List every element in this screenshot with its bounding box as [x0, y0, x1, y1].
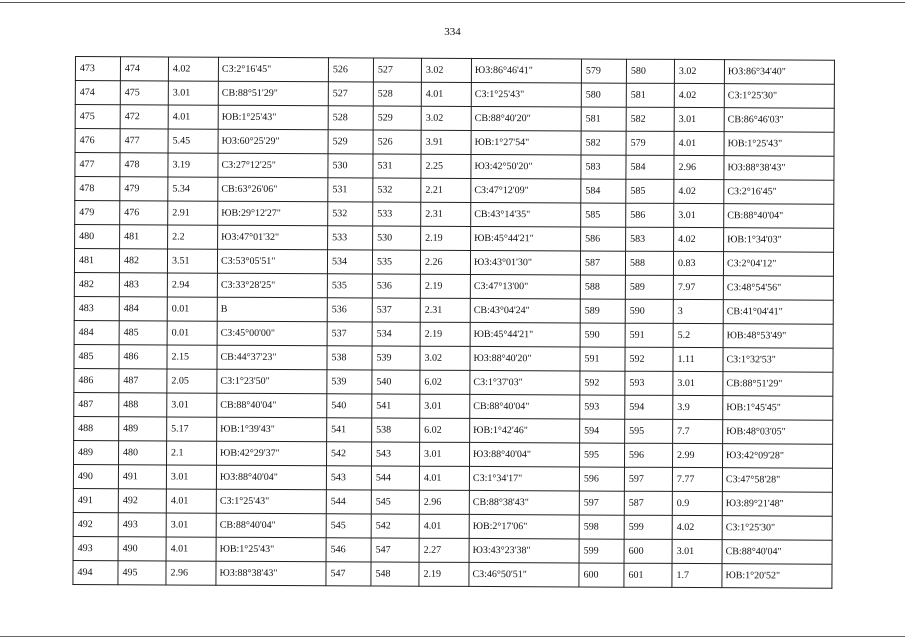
distance-cell: 4.02 [674, 179, 724, 203]
from-point-cell: 600 [579, 563, 624, 587]
bearing-cell: СВ:88°38'43" [469, 490, 579, 515]
from-point-cell: 547 [326, 562, 371, 586]
bearing-cell: СВ:88°40'04" [724, 204, 834, 229]
distance-cell: 2.1 [167, 441, 217, 465]
to-point-cell: 590 [625, 299, 673, 323]
bearing-cell: ЮЗ:88°40'20" [470, 346, 580, 371]
distance-cell: 2.2 [168, 225, 218, 249]
from-point-cell: 483 [74, 296, 119, 320]
from-point-cell: 481 [74, 249, 119, 273]
table-row [75, 81, 834, 109]
bearing-cell: СЗ:1°32'53" [723, 348, 833, 373]
distance-cell: 4.02 [674, 83, 724, 107]
table-row [74, 249, 833, 277]
distance-cell: 2.96 [419, 490, 469, 514]
table-row [73, 488, 832, 516]
to-point-cell: 544 [371, 466, 419, 490]
to-point-cell: 600 [624, 539, 672, 563]
bearing-cell: ЮВ:48°03'05" [723, 420, 833, 445]
from-point-cell: 545 [326, 514, 371, 538]
bearing-cell: СВ:44°37'23" [217, 345, 327, 370]
from-point-cell: 594 [580, 419, 625, 443]
to-point-cell: 542 [371, 514, 419, 538]
bearing-cell: ЮВ:1°39'43" [217, 417, 327, 442]
distance-cell: 4.01 [419, 514, 469, 538]
bearing-cell: СЗ:2°04'12" [723, 252, 833, 277]
to-point-cell: 482 [119, 249, 167, 273]
bearing-cell: ЮЗ:42°09'28" [722, 444, 832, 469]
bearing-cell: ЮЗ:42°50'20" [471, 154, 581, 179]
distance-cell: 7.7 [673, 419, 723, 443]
bearing-cell: ЮЗ:88°38'43" [216, 561, 326, 586]
page-number: 334 [444, 26, 461, 38]
distance-cell: 2.15 [167, 345, 217, 369]
to-point-cell: 484 [119, 297, 167, 321]
from-point-cell: 493 [73, 536, 118, 560]
to-point-cell: 579 [626, 131, 674, 155]
distance-cell: 3.01 [672, 539, 722, 563]
table-row [74, 440, 833, 468]
distance-cell: 2.19 [420, 274, 470, 298]
to-point-cell: 476 [120, 201, 168, 225]
distance-cell: 3.02 [421, 106, 471, 130]
distance-cell: 2.99 [672, 443, 722, 467]
bearing-cell: ЮВ:29°12'27" [218, 201, 328, 226]
from-point-cell: 536 [327, 298, 372, 322]
bearing-cell: СВ:86°46'03" [724, 108, 834, 133]
bearing-cell: ЮЗ:89°21'48" [722, 492, 832, 517]
to-point-cell: 530 [373, 226, 421, 250]
to-point-cell: 538 [372, 418, 420, 442]
distance-cell: 0.01 [167, 297, 217, 321]
to-point-cell: 582 [626, 107, 674, 131]
bearing-cell: СЗ:1°25'43" [471, 82, 581, 107]
bearing-cell: СЗ:47°12'09" [471, 178, 581, 203]
to-point-cell: 541 [372, 394, 420, 418]
bearing-cell: СЗ:33°28'25" [217, 273, 327, 298]
to-point-cell: 474 [120, 57, 168, 81]
bearing-cell: СВ:88°40'20" [471, 106, 581, 131]
from-point-cell: 491 [73, 488, 118, 512]
bearing-cell: СВ:88°40'04" [470, 394, 580, 419]
distance-cell: 3.01 [168, 81, 218, 105]
to-point-cell: 478 [120, 153, 168, 177]
to-point-cell: 489 [119, 417, 167, 441]
from-point-cell: 476 [75, 129, 120, 153]
from-point-cell: 533 [328, 226, 373, 250]
bearing-cell: СЗ:1°34'17" [469, 466, 579, 491]
distance-cell: 2.19 [419, 562, 469, 586]
to-point-cell: 527 [373, 58, 421, 82]
to-point-cell: 472 [120, 105, 168, 129]
distance-cell: 3.01 [673, 371, 723, 395]
to-point-cell: 480 [119, 441, 167, 465]
table-row [75, 225, 834, 253]
from-point-cell: 589 [580, 299, 625, 323]
to-point-cell: 601 [624, 563, 672, 587]
bearing-cell: СЗ:47°13'00" [470, 274, 580, 299]
distance-cell: 3.02 [421, 58, 471, 82]
bearing-cell: СЗ:1°37'03" [470, 370, 580, 395]
to-point-cell: 492 [118, 489, 166, 513]
bearing-cell: ЮВ:1°42'46" [470, 418, 580, 443]
from-point-cell: 485 [74, 344, 119, 368]
to-point-cell: 532 [373, 178, 421, 202]
from-point-cell: 591 [580, 347, 625, 371]
bearing-cell: ЮВ:1°25'43" [724, 132, 834, 157]
table-row [73, 536, 832, 564]
to-point-cell: 529 [373, 106, 421, 130]
from-point-cell: 526 [328, 58, 373, 82]
distance-cell: 3.91 [421, 130, 471, 154]
coordinates-table-container [72, 56, 823, 595]
from-point-cell: 579 [581, 59, 626, 83]
from-point-cell: 542 [327, 442, 372, 466]
distance-cell: 7.77 [672, 467, 722, 491]
from-point-cell: 535 [327, 274, 372, 298]
table-row [75, 177, 834, 205]
distance-cell: 4.02 [674, 227, 724, 251]
bottom-scan-edge [0, 636, 905, 637]
bearing-cell: ЮЗ:43°23'38" [469, 538, 579, 563]
from-point-cell: 492 [73, 512, 118, 536]
bearing-cell: СЗ:46°50'51" [469, 562, 579, 587]
bearing-cell: СЗ:45°00'00" [217, 321, 327, 346]
to-point-cell: 475 [120, 81, 168, 105]
from-point-cell: 590 [580, 323, 625, 347]
bearing-cell: ЮВ:45°44'21" [471, 226, 581, 251]
from-point-cell: 541 [327, 418, 372, 442]
distance-cell: 2.94 [167, 273, 217, 297]
from-point-cell: 486 [74, 368, 119, 392]
table-row [73, 464, 832, 492]
bearing-cell: ЮВ:1°34'03" [724, 228, 834, 253]
distance-cell: 0.9 [672, 491, 722, 515]
to-point-cell: 592 [625, 347, 673, 371]
bearing-cell: ЮВ:1°45'45" [723, 396, 833, 421]
distance-cell: 2.26 [420, 250, 470, 274]
table-row [75, 201, 834, 229]
from-point-cell: 537 [327, 322, 372, 346]
from-point-cell: 593 [580, 395, 625, 419]
bearing-cell: ЮВ:45°44'21" [470, 322, 580, 347]
from-point-cell: 527 [328, 82, 373, 106]
to-point-cell: 495 [118, 561, 166, 585]
distance-cell: 4.01 [166, 537, 216, 561]
to-point-cell: 481 [120, 225, 168, 249]
to-point-cell: 548 [371, 562, 419, 586]
distance-cell: 2.96 [166, 561, 216, 585]
to-point-cell: 531 [373, 154, 421, 178]
from-point-cell: 595 [579, 443, 624, 467]
to-point-cell: 539 [372, 346, 420, 370]
from-point-cell: 479 [75, 201, 120, 225]
from-point-cell: 532 [328, 202, 373, 226]
distance-cell: 2.31 [420, 298, 470, 322]
to-point-cell: 583 [626, 227, 674, 251]
bearing-cell: СВ:43°14'35" [471, 202, 581, 227]
to-point-cell: 547 [371, 538, 419, 562]
to-point-cell: 491 [118, 465, 166, 489]
from-point-cell: 474 [75, 81, 120, 105]
to-point-cell: 488 [119, 393, 167, 417]
table-row [74, 296, 833, 324]
from-point-cell: 477 [75, 153, 120, 177]
table-row [75, 57, 834, 85]
to-point-cell: 599 [624, 515, 672, 539]
distance-cell: 4.01 [419, 466, 469, 490]
distance-cell: 3.01 [167, 393, 217, 417]
to-point-cell: 581 [626, 83, 674, 107]
distance-cell: 2.19 [420, 322, 470, 346]
bearing-cell: ЮЗ:43°01'30" [470, 250, 580, 275]
from-point-cell: 534 [327, 250, 372, 274]
from-point-cell: 494 [73, 560, 118, 584]
to-point-cell: 597 [624, 467, 672, 491]
distance-cell: 3.19 [168, 153, 218, 177]
to-point-cell: 580 [626, 59, 674, 83]
from-point-cell: 583 [581, 155, 626, 179]
bearing-cell: СЗ:1°23'50" [217, 369, 327, 394]
bearing-cell: СЗ:48°54'56" [723, 276, 833, 301]
from-point-cell: 540 [327, 394, 372, 418]
distance-cell: 2.21 [421, 178, 471, 202]
bearing-cell: ЮЗ:86°46'41" [471, 58, 581, 83]
table-row [73, 560, 832, 588]
distance-cell: 5.2 [673, 323, 723, 347]
table-row [74, 392, 833, 420]
from-point-cell: 598 [579, 515, 624, 539]
bearing-cell: СЗ:1°25'43" [216, 489, 326, 514]
to-point-cell: 537 [372, 298, 420, 322]
from-point-cell: 487 [74, 392, 119, 416]
bearing-cell: ЮЗ:88°38'43" [724, 156, 834, 181]
bearing-cell: СЗ:2°16'45" [724, 180, 834, 205]
bearing-cell: СВ:41°04'41" [723, 300, 833, 325]
distance-cell: 3.02 [674, 59, 724, 83]
bearing-cell: СВ:63°26'06" [218, 177, 328, 202]
distance-cell: 4.01 [168, 105, 218, 129]
to-point-cell: 526 [373, 130, 421, 154]
bearing-cell: СЗ:1°25'30" [724, 84, 834, 109]
bearing-cell: ЮЗ:88°40'04" [216, 465, 326, 490]
bearing-cell: СВ:88°51'29" [218, 81, 328, 106]
distance-cell: 3 [673, 299, 723, 323]
from-point-cell: 531 [328, 178, 373, 202]
distance-cell: 2.19 [421, 226, 471, 250]
distance-cell: 5.45 [168, 129, 218, 153]
table-row [75, 153, 834, 181]
distance-cell: 2.96 [674, 155, 724, 179]
from-point-cell: 473 [75, 57, 120, 81]
to-point-cell: 486 [119, 345, 167, 369]
top-scan-edge [0, 2, 905, 3]
from-point-cell: 592 [580, 371, 625, 395]
distance-cell: 5.17 [167, 417, 217, 441]
distance-cell: 0.01 [167, 321, 217, 345]
distance-cell: 3.01 [674, 203, 724, 227]
bearing-cell: ЮЗ:60°25'29" [218, 129, 328, 154]
distance-cell: 2.05 [167, 369, 217, 393]
distance-cell: 3.02 [420, 346, 470, 370]
to-point-cell: 584 [626, 155, 674, 179]
distance-cell: 4.01 [674, 131, 724, 155]
distance-cell: 7.97 [673, 275, 723, 299]
from-point-cell: 580 [581, 83, 626, 107]
to-point-cell: 534 [372, 322, 420, 346]
from-point-cell: 544 [326, 490, 371, 514]
from-point-cell: 582 [581, 131, 626, 155]
table-row [75, 105, 834, 133]
to-point-cell: 535 [372, 250, 420, 274]
from-point-cell: 480 [75, 225, 120, 249]
from-point-cell: 599 [579, 539, 624, 563]
to-point-cell: 483 [119, 273, 167, 297]
table-row [74, 416, 833, 444]
bearing-cell: ЮВ:1°25'43" [216, 537, 326, 562]
to-point-cell: 586 [626, 203, 674, 227]
to-point-cell: 536 [372, 274, 420, 298]
to-point-cell: 545 [371, 490, 419, 514]
to-point-cell: 589 [625, 275, 673, 299]
from-point-cell: 586 [581, 227, 626, 251]
bearing-cell: СВ:88°51'29" [723, 372, 833, 397]
distance-cell: 4.01 [421, 82, 471, 106]
from-point-cell: 478 [75, 177, 120, 201]
from-point-cell: 489 [74, 440, 119, 464]
from-point-cell: 484 [74, 320, 119, 344]
bearing-cell: СВ:43°04'24" [470, 298, 580, 323]
distance-cell: 3.01 [419, 442, 469, 466]
to-point-cell: 543 [372, 442, 420, 466]
distance-cell: 4.01 [166, 489, 216, 513]
distance-cell: 3.51 [167, 249, 217, 273]
bearing-cell: ЮВ:2°17'06" [469, 514, 579, 539]
to-point-cell: 595 [625, 419, 673, 443]
bearing-cell: ЮЗ:86°34'40" [724, 60, 834, 85]
to-point-cell: 490 [118, 537, 166, 561]
bearing-cell: ЮВ:42°29'37" [217, 441, 327, 466]
distance-cell: 2.27 [419, 538, 469, 562]
from-point-cell: 597 [579, 491, 624, 515]
distance-cell: 6.02 [420, 370, 470, 394]
to-point-cell: 585 [626, 179, 674, 203]
from-point-cell: 530 [328, 154, 373, 178]
from-point-cell: 482 [74, 272, 119, 296]
distance-cell: 5.34 [168, 177, 218, 201]
to-point-cell: 540 [372, 370, 420, 394]
to-point-cell: 587 [624, 491, 672, 515]
to-point-cell: 596 [624, 443, 672, 467]
coordinates-table [72, 56, 835, 589]
distance-cell: 4.02 [168, 57, 218, 81]
bearing-cell: СЗ:27°12'25" [218, 153, 328, 178]
to-point-cell: 479 [120, 177, 168, 201]
to-point-cell: 588 [625, 251, 673, 275]
from-point-cell: 581 [581, 107, 626, 131]
bearing-cell: ЮВ:48°53'49" [723, 324, 833, 349]
table-row [73, 512, 832, 540]
distance-cell: 2.91 [168, 201, 218, 225]
distance-cell: 4.02 [672, 515, 722, 539]
distance-cell: 3.01 [166, 513, 216, 537]
from-point-cell: 588 [580, 275, 625, 299]
table-row [75, 129, 834, 157]
table-row [74, 368, 833, 396]
to-point-cell: 528 [373, 82, 421, 106]
from-point-cell: 490 [73, 464, 118, 488]
to-point-cell: 591 [625, 323, 673, 347]
from-point-cell: 546 [326, 538, 371, 562]
bearing-cell: ЮВ:1°20'52" [722, 564, 832, 589]
from-point-cell: 587 [580, 251, 625, 275]
bearing-cell: СЗ:1°25'30" [722, 516, 832, 541]
bearing-cell: СЗ:47°58'28" [722, 468, 832, 493]
bearing-cell: СВ:88°40'04" [216, 513, 326, 538]
from-point-cell: 585 [581, 203, 626, 227]
bearing-cell: В [217, 297, 327, 322]
to-point-cell: 485 [119, 321, 167, 345]
distance-cell: 1.11 [673, 347, 723, 371]
from-point-cell: 528 [328, 106, 373, 130]
distance-cell: 2.25 [421, 154, 471, 178]
table-row [74, 320, 833, 348]
from-point-cell: 529 [328, 130, 373, 154]
table-row [74, 344, 833, 372]
bearing-cell: СВ:88°40'04" [722, 540, 832, 565]
distance-cell: 3.01 [674, 107, 724, 131]
to-point-cell: 594 [625, 395, 673, 419]
distance-cell: 6.02 [420, 418, 470, 442]
to-point-cell: 593 [625, 371, 673, 395]
bearing-cell: ЮЗ:88°40'04" [469, 442, 579, 467]
table-row [74, 272, 833, 300]
from-point-cell: 488 [74, 416, 119, 440]
from-point-cell: 543 [326, 466, 371, 490]
to-point-cell: 477 [120, 129, 168, 153]
bearing-cell: СЗ:2°16'45" [218, 57, 328, 82]
distance-cell: 3.01 [420, 394, 470, 418]
to-point-cell: 493 [118, 513, 166, 537]
distance-cell: 3.01 [166, 465, 216, 489]
bearing-cell: ЮВ:1°25'43" [218, 105, 328, 130]
distance-cell: 2.31 [421, 202, 471, 226]
bearing-cell: СВ:88°40'04" [217, 393, 327, 418]
bearing-cell: СЗ:53°05'51" [217, 249, 327, 274]
from-point-cell: 596 [579, 467, 624, 491]
from-point-cell: 475 [75, 105, 120, 129]
from-point-cell: 584 [581, 179, 626, 203]
distance-cell: 0.83 [673, 251, 723, 275]
to-point-cell: 487 [119, 369, 167, 393]
from-point-cell: 538 [327, 346, 372, 370]
bearing-cell: ЮВ:1°27'54" [471, 130, 581, 155]
distance-cell: 3.9 [673, 395, 723, 419]
from-point-cell: 539 [327, 370, 372, 394]
to-point-cell: 533 [373, 202, 421, 226]
bearing-cell: ЮЗ:47°01'32" [218, 225, 328, 250]
distance-cell: 1.7 [672, 563, 722, 587]
